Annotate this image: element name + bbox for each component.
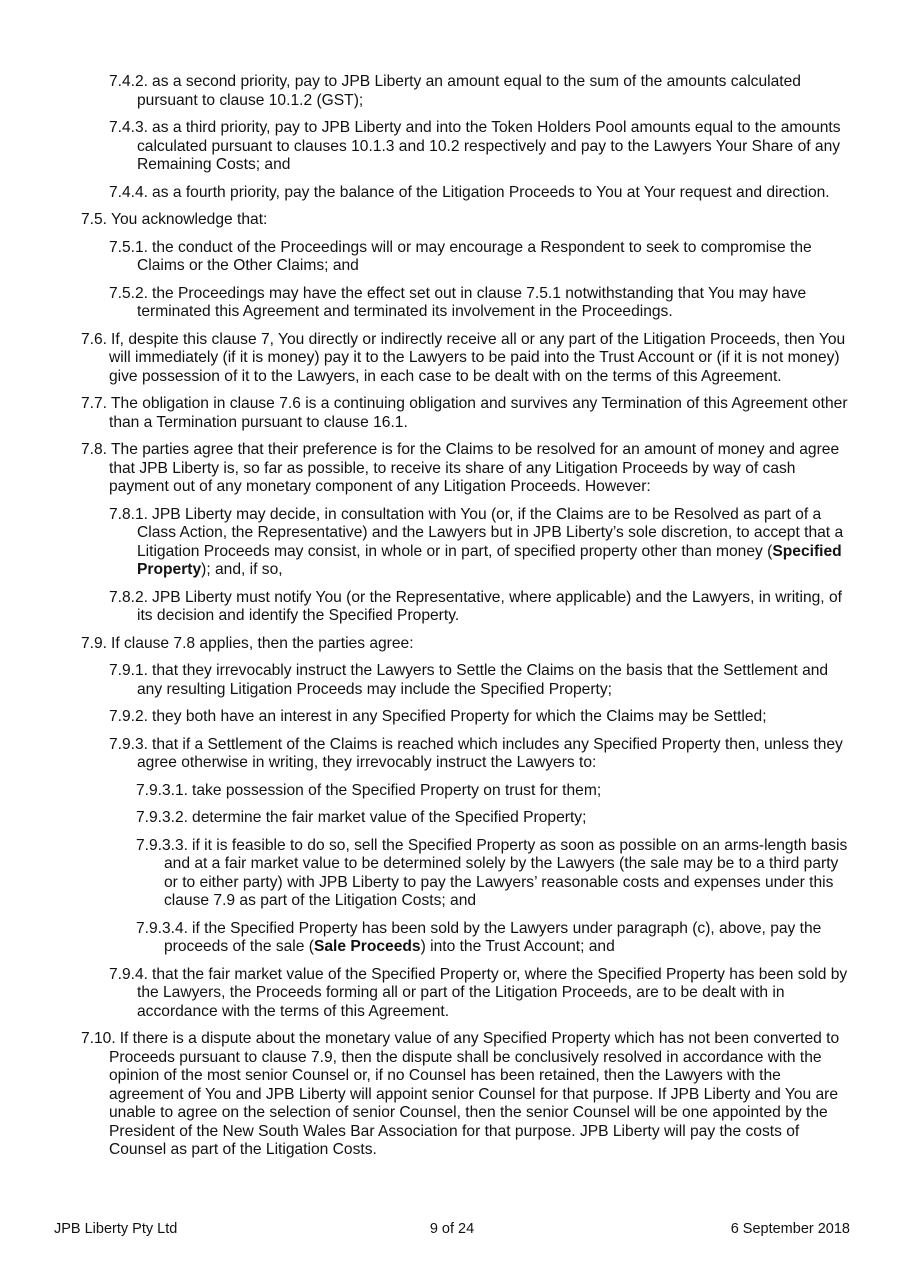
clause-text: if the Specified Property has been sold by the Lawyers under paragraph (c), above, pay the proceeds of the sale (	[164, 919, 822, 955]
clause-7-9-3-4	[0, 920, 904, 957]
clause-7-10	[0, 1030, 904, 1160]
clause-number: 7.9.4.	[109, 965, 149, 983]
clause-number: 7.4.4.	[109, 183, 149, 201]
clause-text-end: ); and, if so,	[201, 561, 283, 578]
clause-text: determine the fair market value of the Specified Property;	[192, 809, 587, 826]
clause-7-5-2	[0, 285, 904, 322]
clause-7-9-3-2	[0, 809, 904, 828]
clause-text: If, despite this clause 7, You directly or indirectly receive all or any part of the Litigation Proceeds, then You will immediately (if it is money) pay it to the Lawyers to be paid into the Trust Account or (if it is not money) give possession of it to the Lawyers, in each case to be dealt with on the terms of this Agreement.	[109, 330, 846, 385]
clause-text: they both have an interest in any Specified Property for which the Claims may be Settled;	[152, 708, 767, 725]
clause-number: 7.5.1.	[109, 238, 149, 256]
defined-term-sale-proceeds: Sale Proceeds	[313, 938, 421, 955]
clause-7-5	[0, 211, 904, 230]
clause-7-6	[0, 331, 904, 387]
clause-text: JPB Liberty must notify You (or the Representative, where applicable) and the Lawyers, in writing, of its decision and identify the Specified Property.	[137, 588, 842, 624]
document-body	[0, 73, 904, 1169]
clause-7-9-3-1	[0, 782, 904, 801]
clause-number: 7.9.1.	[109, 662, 149, 679]
clause-number: 7.6.	[81, 330, 108, 348]
clause-number: 7.4.2.	[109, 73, 149, 90]
clause-number: 7.8.2.	[109, 588, 149, 606]
clause-text: that they irrevocably instruct the Lawyers to Settle the Claims on the basis that the Settlement and any resulting Litigation Proceeds may include the Specified Property;	[137, 662, 829, 698]
clause-7-4-3	[0, 119, 904, 175]
clause-7-9-1	[0, 662, 904, 699]
clause-number: 7.10.	[81, 1030, 116, 1047]
clause-7-9-3	[0, 736, 904, 773]
clause-number: 7.9.3.4.	[136, 919, 189, 937]
clause-text: The obligation in clause 7.6 is a continuing obligation and survives any Termination of this Agreement other than a Termination pursuant to clause 16.1.	[109, 395, 848, 431]
clause-number: 7.5.	[81, 211, 108, 228]
footer-company: JPB Liberty Pty Ltd	[54, 1221, 178, 1237]
clause-text: as a second priority, pay to JPB Liberty an amount equal to the sum of the amounts calculated pursuant to clause 10.1.2 (GST);	[137, 73, 801, 109]
clause-7-8-1	[0, 506, 904, 580]
footer-page-number: 9 of 24	[429, 1221, 475, 1237]
clause-number: 7.5.2.	[109, 284, 149, 302]
clause-number: 7.7.	[81, 395, 108, 412]
clause-text: that the fair market value of the Specified Property or, where the Specified Property has been sold by the Lawyers, the Proceeds forming all or part of the Litigation Proceeds, are to be dealt with in accordance with the terms of this Agreement.	[137, 965, 848, 1020]
clause-text: If there is a dispute about the monetary value of any Specified Property which has not been converted to Proceeds pursuant to clause 7.9, then the dispute shall be conclusively resolved in accordance with the opinion of the most senior Counsel or, if no Counsel has been retained, then the Lawyers with the agreement of You and JPB Liberty will appoint senior Counsel for that purpose. If JPB Liberty and You are unable to agree on the selection of senior Counsel, then the senior Counsel will be one appointed by the President of the New South Wales Bar Association for that purpose. JPB Liberty will pay the costs of Counsel as part of the Litigation Costs.	[109, 1030, 840, 1158]
clause-text-end: ) into the Trust Account; and	[420, 938, 615, 955]
clause-7-7	[0, 395, 904, 432]
clause-number: 7.9.	[81, 634, 108, 652]
clause-text: as a third priority, pay to JPB Liberty and into the Token Holders Pool amounts equal to the amounts calculated pursuant to clauses 10.1.3 and 10.2 respectively and pay to the Lawyers Your Share of any Remaining Costs; and	[137, 119, 841, 173]
clause-7-9	[0, 635, 904, 654]
clause-number: 7.9.3.1.	[136, 781, 189, 799]
clause-number: 7.9.3.	[109, 735, 149, 753]
clause-7-4-2	[0, 73, 904, 110]
clause-7-4-4	[0, 184, 904, 203]
clause-7-9-4	[0, 966, 904, 1022]
clause-7-9-2	[0, 708, 904, 727]
clause-text: take possession of the Specified Property on trust for them;	[192, 781, 602, 799]
footer-date: 6 September 2018	[730, 1221, 850, 1237]
clause-7-9-3-3	[0, 837, 904, 911]
clause-text: You acknowledge that:	[111, 211, 268, 228]
clause-text: If clause 7.8 applies, then the parties agree:	[111, 634, 414, 652]
page-footer	[54, 1221, 850, 1241]
clause-7-8-2	[0, 589, 904, 626]
clause-7-8	[0, 441, 904, 497]
defined-term-specified-property: Specified Property	[137, 542, 842, 578]
clause-number: 7.9.3.2.	[136, 809, 189, 826]
clause-number: 7.4.3.	[109, 119, 149, 136]
clause-number: 7.9.2.	[109, 708, 149, 725]
clause-text: if it is feasible to do so, sell the Specified Property as soon as possible on an arms-length basis and at a fair market value to be determined solely by the Lawyers (the sale may be to a third party or to either party) with JPB Liberty to pay the Lawyers’ reasonable costs and expenses under this clause 7.9 as part of the Litigation Costs; and	[164, 836, 848, 909]
clause-text: the conduct of the Proceedings will or may encourage a Respondent to seek to compromise the Claims or the Other Claims; and	[137, 238, 812, 274]
clause-text: The parties agree that their preference is for the Claims to be resolved for an amount of money and agree that JPB Liberty is, so far as possible, to receive its share of any Litigation Proceeds by way of cash payment out of any monetary component of any Litigation Proceeds. However:	[109, 441, 840, 495]
clause-text: JPB Liberty may decide, in consultation with You (or, if the Claims are to be Resolved as part of a Class Action, the Representative) and the Lawyers but in JPB Liberty’s sole discretion, to accept that a Litigation Proceeds may consist, in whole or in part, of specified property other than money (	[137, 505, 844, 560]
clause-number: 7.8.	[81, 441, 108, 458]
clause-number: 7.9.3.3.	[136, 836, 189, 854]
clause-number: 7.8.1.	[109, 505, 149, 523]
clause-text: the Proceedings may have the effect set out in clause 7.5.1 notwithstanding that You may have terminated this Agreement and terminated its involvement in the Proceedings.	[137, 284, 807, 320]
clause-text: that if a Settlement of the Claims is reached which includes any Specified Property then, unless they agree otherwise in writing, they irrevocably instruct the Lawyers to:	[137, 735, 843, 771]
clause-7-5-1	[0, 239, 904, 276]
clause-text: as a fourth priority, pay the balance of the Litigation Proceeds to You at Your request and direction.	[152, 183, 830, 201]
